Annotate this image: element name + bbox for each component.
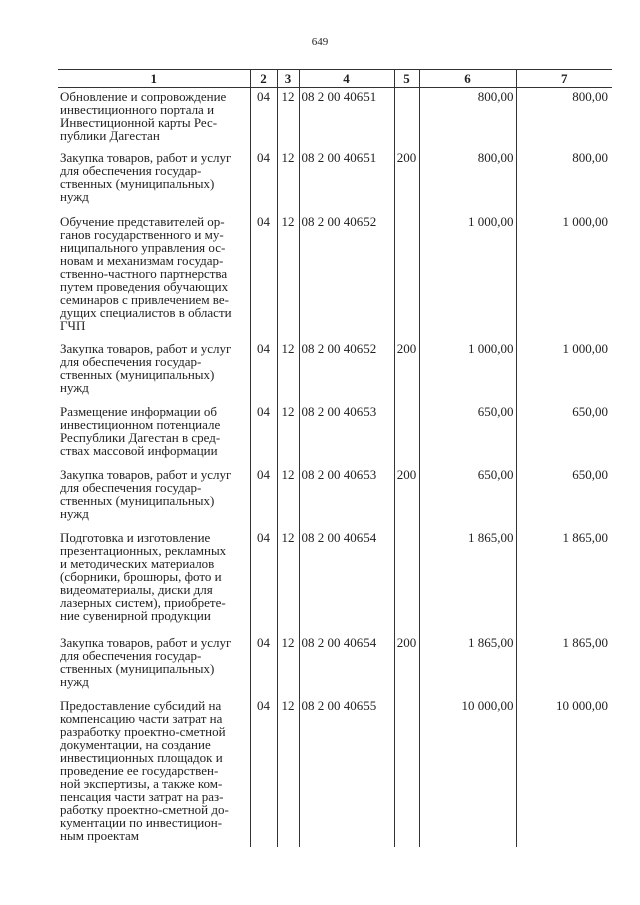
table-row [58,529,612,634]
target-article-code: 08 2 00 40653 [299,466,394,529]
table-row [58,149,612,213]
description-line: Обновление и сопровождение [60,89,227,104]
target-article-code: 08 2 00 40654 [299,634,394,697]
item-description [58,634,250,697]
section-code: 04 [250,466,277,529]
subsection-code: 12 [277,340,299,403]
description-line: Подготовка и изготовление [60,529,211,545]
item-description [58,529,250,634]
amount-year-1: 800,00 [419,88,516,149]
description-line: ниципального управления ос- [60,239,226,255]
column-header: 5 [394,70,419,88]
column-header: 3 [277,70,299,88]
section-code: 04 [250,213,277,340]
expense-type-code [394,697,419,847]
amount-year-1: 1 000,00 [419,213,516,340]
description-line: видеоматериалы, диски для [60,581,213,597]
item-description [58,213,250,340]
description-line: лазерных систем), приобрете- [60,594,226,610]
table-row [58,88,612,149]
amount-year-2: 650,00 [516,466,612,529]
expense-type-code: 200 [394,149,419,213]
target-article-code: 08 2 00 40651 [299,88,394,149]
description-line: разработку проектно-сметной [60,723,226,739]
budget-table [58,69,612,847]
amount-year-1: 1 000,00 [419,340,516,403]
description-line: инвестиционных площадок и [60,749,223,765]
amount-year-2: 1 865,00 [516,529,612,634]
description-line: ствах массовой информации [60,442,218,458]
description-line: пенсация части затрат на раз- [60,788,224,804]
subsection-code: 12 [277,403,299,466]
description-line: путем проведения обучающих [60,278,229,294]
description-line: нужд [60,505,89,521]
amount-year-1: 650,00 [419,466,516,529]
amount-year-2: 1 865,00 [516,634,612,697]
section-code: 04 [250,529,277,634]
column-header: 1 [58,70,250,88]
description-line: кументации по инвестицион- [60,814,223,830]
description-line: ственных (муниципальных) [60,492,215,508]
amount-year-2: 650,00 [516,403,612,466]
column-header: 7 [516,70,612,88]
description-line: компенсацию части затрат на [60,710,223,726]
description-line: Закупка товаров, работ и услуг [60,634,232,650]
expense-type-code [394,88,419,149]
expense-type-code: 200 [394,634,419,697]
description-line: ственных (муниципальных) [60,660,215,676]
description-line: Размещение информации об [60,403,217,419]
subsection-code: 12 [277,213,299,340]
item-description [58,88,250,149]
expense-type-code [394,529,419,634]
subsection-code: 12 [277,466,299,529]
description-line: ным проектам [60,827,140,843]
amount-year-1: 1 865,00 [419,529,516,634]
target-article-code: 08 2 00 40655 [299,697,394,847]
description-line: (сборники, брошюры, фото и [60,568,222,584]
section-code: 04 [250,634,277,697]
item-description [58,340,250,403]
amount-year-1: 10 000,00 [419,697,516,847]
description-line: работку проектно-сметной до- [60,801,229,817]
description-line: ГЧП [60,317,86,333]
section-code: 04 [250,149,277,213]
amount-year-1: 1 865,00 [419,634,516,697]
subsection-code: 12 [277,149,299,213]
section-code: 04 [250,340,277,403]
target-article-code: 08 2 00 40654 [299,529,394,634]
description-line: для обеспечения государ- [60,479,202,495]
item-description [58,697,250,847]
section-code: 04 [250,697,277,847]
expense-type-code [394,213,419,340]
description-line: документации, на создание [60,736,211,752]
amount-year-2: 1 000,00 [516,340,612,403]
description-line: презентационных, рекламных [60,542,227,558]
table-header-row [58,70,612,88]
description-line: Закупка товаров, работ и услуг [60,340,232,356]
subsection-code: 12 [277,697,299,847]
description-line: Предоставление субсидий на [60,697,222,713]
description-line: инвестиционного портала и [60,102,215,117]
description-line: нужд [60,379,89,395]
item-description [58,466,250,529]
subsection-code: 12 [277,529,299,634]
expense-type-code: 200 [394,340,419,403]
description-line: нужд [60,188,89,204]
amount-year-1: 800,00 [419,149,516,213]
description-line: ственно-частного партнерства [60,265,228,281]
column-header: 6 [419,70,516,88]
table-row [58,213,612,340]
amount-year-2: 10 000,00 [516,697,612,847]
target-article-code: 08 2 00 40653 [299,403,394,466]
column-header: 2 [250,70,277,88]
description-line: Инвестиционной карты Рес- [60,115,218,130]
section-code: 04 [250,88,277,149]
description-line: ганов государственного и му- [60,226,224,242]
page-number: 649 [311,36,329,48]
description-line: для обеспечения государ- [60,162,202,178]
subsection-code: 12 [277,88,299,149]
table-row [58,466,612,529]
description-line: проведение ее государствен- [60,762,219,778]
table-row [58,697,612,847]
section-code: 04 [250,403,277,466]
description-line: дущих специалистов в области [60,304,232,320]
table-body [58,88,612,847]
table-row [58,403,612,466]
description-line: нужд [60,673,89,689]
description-line: семинаров с привлечением ве- [60,291,229,307]
description-line: Закупка товаров, работ и услуг [60,149,232,165]
column-header: 4 [299,70,394,88]
description-line: ственных (муниципальных) [60,366,215,382]
amount-year-2: 800,00 [516,88,612,149]
description-line: Республики Дагестан в сред- [60,429,221,445]
table-row [58,634,612,697]
amount-year-2: 1 000,00 [516,213,612,340]
amount-year-2: 800,00 [516,149,612,213]
description-line: и методических материалов [60,555,215,571]
description-line: Закупка товаров, работ и услуг [60,466,232,482]
target-article-code: 08 2 00 40651 [299,149,394,213]
table-row [58,340,612,403]
description-line: новам и механизмам государ- [60,252,224,268]
description-line: ной экспертизы, а также ком- [60,775,223,791]
expense-type-code: 200 [394,466,419,529]
item-description [58,403,250,466]
description-line: ственных (муниципальных) [60,175,215,191]
target-article-code: 08 2 00 40652 [299,213,394,340]
description-line: ние сувенирной продукции [60,607,211,623]
expense-type-code [394,403,419,466]
description-line: для обеспечения государ- [60,353,202,369]
amount-year-1: 650,00 [419,403,516,466]
description-line: публики Дагестан [60,128,160,143]
description-line: для обеспечения государ- [60,647,202,663]
target-article-code: 08 2 00 40652 [299,340,394,403]
description-line: Обучение представителей ор- [60,213,225,229]
subsection-code: 12 [277,634,299,697]
description-line: инвестиционном потенциале [60,416,221,432]
item-description [58,149,250,213]
